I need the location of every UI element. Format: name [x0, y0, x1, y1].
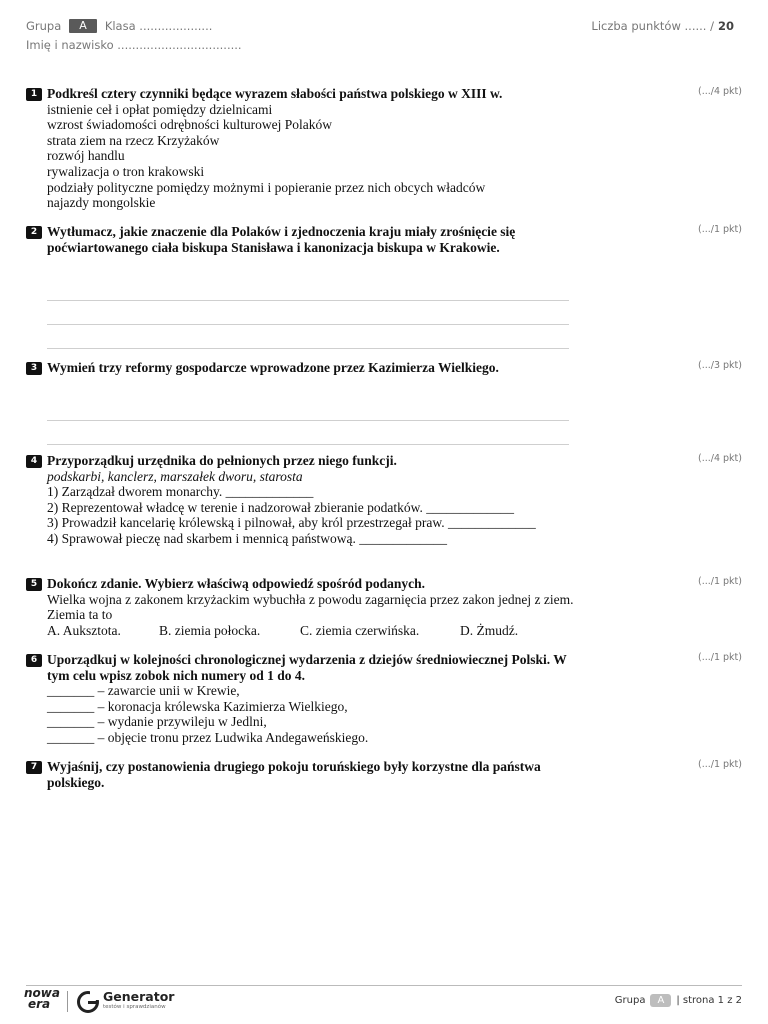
task-points: (.../4 pkt) — [698, 86, 742, 97]
task-7 — [26, 759, 742, 790]
ordering-item[interactable]: _______ – koronacja królewska Kazimierza Wielkiego, — [47, 698, 348, 714]
task-number: 7 — [26, 761, 42, 774]
page-header — [26, 18, 242, 56]
ordering-item[interactable]: _______ – zawarcie unii w Krewie, — [47, 683, 240, 699]
answer-option[interactable]: podziały polityczne pomiędzy możnymi i popieranie przez nich obcych władców — [47, 179, 486, 195]
task-text: Wielka wojna z zakonem krzyżackim wybuchła z powodu zagarnięcia przez zakon jednej z ziem. Ziemia ta to — [47, 591, 574, 623]
answer-option-b[interactable]: B. ziemia połocka. — [159, 622, 261, 638]
generator-g-icon — [76, 990, 100, 1019]
task-points: (.../1 pkt) — [698, 759, 742, 770]
group-badge: A — [69, 19, 97, 33]
task-points: (.../4 pkt) — [698, 453, 742, 464]
ordering-item[interactable]: _______ – objęcie tronu przez Ludwika Andegaweńskiego. — [47, 729, 369, 745]
points-total: 20 — [717, 18, 734, 33]
task-6 — [26, 652, 742, 746]
ordering-item[interactable]: _______ – wydanie przywileju w Jedlni, — [47, 714, 267, 730]
footer-divider — [26, 985, 742, 986]
generator-subtitle: testów i sprawdzianów — [103, 1004, 166, 1010]
task-4 — [26, 453, 742, 547]
footer-group-badge: A — [650, 994, 671, 1007]
answer-line[interactable] — [47, 348, 569, 349]
page-number: | strona 1 z 2 — [676, 995, 742, 1006]
task-number: 5 — [26, 578, 42, 591]
task-question: Wyjaśnij, czy postanowienia drugiego pokoju toruńskiego były korzystne dla państwa polskiego. — [47, 759, 541, 790]
task-number: 2 — [26, 226, 42, 239]
group-row — [26, 18, 242, 33]
nowa-era-logo — [24, 988, 60, 1010]
task-number: 4 — [26, 455, 42, 468]
task-points: (.../3 pkt) — [698, 360, 742, 371]
class-field: Klasa .................... — [104, 18, 213, 33]
task-question: Uporządkuj w kolejności chronologicznej wydarzenia z dziejów średniowiecznej Polski. W tym celu wpisz zobok nich numery od 1 do 4. — [47, 652, 567, 683]
answer-option[interactable]: istnienie ceł i opłat pomiędzy dzielnicami — [47, 101, 273, 117]
points-summary — [591, 18, 734, 33]
answer-option[interactable]: strata ziem na rzecz Krzyżaków — [47, 132, 220, 148]
points-label: Liczba punktów ...... / — [591, 18, 714, 33]
task-question: Dokończ zdanie. Wybierz właściwą odpowiedź spośród podanych. — [47, 576, 426, 591]
matching-item[interactable]: 1) Zarządzał dworem monarchy. _____________ — [47, 484, 314, 500]
logo-separator — [67, 991, 68, 1012]
task-number: 6 — [26, 654, 42, 667]
answer-option-a[interactable]: A. Auksztota. — [47, 622, 121, 638]
generator-title: Generator — [103, 989, 175, 1004]
task-2 — [26, 224, 742, 349]
task-question: Wymień trzy reformy gospodarcze wprowadzone przez Kazimierza Wielkiego. — [47, 360, 499, 375]
answer-option[interactable]: rozwój handlu — [47, 148, 125, 164]
answer-options — [47, 623, 582, 639]
answer-line[interactable] — [47, 444, 569, 445]
task-points: (.../1 pkt) — [698, 576, 742, 587]
matching-item[interactable]: 2) Reprezentował władcę w terenie i nadzorował zbieranie podatków. _____________ — [47, 499, 514, 515]
answer-option[interactable]: rywalizacja o tron krakowski — [47, 163, 205, 179]
task-question: Wytłumacz, jakie znaczenie dla Polaków i zjednoczenia kraju miały zrośnięcie się poćwiartowanego ciała biskupa Stanisława i kanonizacja biskupa w Krakowie. — [47, 224, 516, 255]
task-points: (.../1 pkt) — [698, 224, 742, 235]
footer-group-label: Grupa — [614, 995, 646, 1006]
group-label: Grupa — [26, 18, 62, 33]
name-field: Imię i nazwisko .................................. — [26, 37, 242, 52]
task-5 — [26, 576, 742, 638]
task-number: 1 — [26, 88, 42, 101]
task-number: 3 — [26, 362, 42, 375]
generator-logo — [103, 990, 174, 1011]
matching-item[interactable]: 4) Sprawował pieczę nad skarbem i mennicą państwową. _____________ — [47, 530, 448, 546]
answer-option-c[interactable]: C. ziemia czerwińska. — [300, 622, 420, 638]
matching-item[interactable]: 3) Prowadził kancelarię królewską i pilnował, aby król przestrzegał praw. _____________ — [47, 515, 536, 531]
logo-line-2: era — [28, 997, 51, 1011]
answer-option-d[interactable]: D. Żmudź. — [460, 622, 519, 638]
answer-option[interactable]: najazdy mongolskie — [47, 195, 156, 211]
task-points: (.../1 pkt) — [698, 652, 742, 663]
task-3 — [26, 360, 742, 445]
page-info — [615, 994, 742, 1007]
task-question: Podkreśl cztery czynniki będące wyrazem słabości państwa polskiego w XIII w. — [47, 86, 503, 101]
task-1 — [26, 86, 742, 211]
answer-option[interactable]: wzrost świadomości odrębności kulturowej Polaków — [47, 117, 332, 133]
word-bank: podskarbi, kanclerz, marszałek dworu, starosta — [47, 468, 303, 484]
name-row — [26, 37, 242, 52]
logo-line-1: nowa — [24, 986, 60, 1000]
task-question: Przyporządkuj urzędnika do pełnionych przez niego funkcji. — [47, 453, 397, 468]
